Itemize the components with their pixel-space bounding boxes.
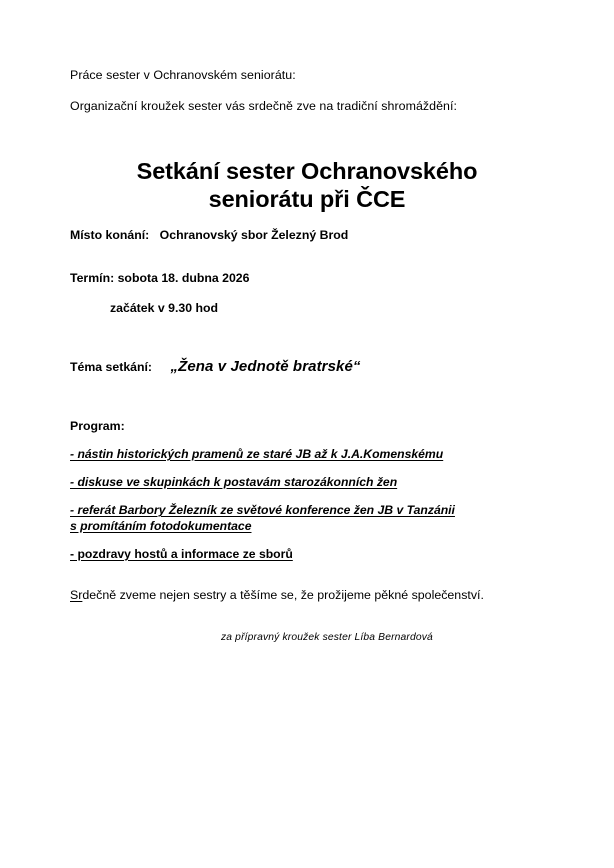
program-heading: Program: xyxy=(70,419,125,433)
program-item xyxy=(70,502,550,534)
intro-line-2: Organizační kroužek sester vás srdečně zve na tradiční shromáždění: xyxy=(70,99,457,113)
program-item-text: - pozdravy hostů a informace ze sborů xyxy=(70,547,293,561)
program-item-text: - referát Barbory Železník ze světové konference žen JB v Tanzánii xyxy=(70,503,455,517)
program-item xyxy=(70,546,550,562)
program-item xyxy=(70,474,550,490)
page-title-line-1: Setkání sester Ochranovského xyxy=(136,157,478,184)
signature-line: za přípravný kroužek sester Líba Bernardová xyxy=(221,632,433,643)
date-line: Termín: sobota 18. dubna 2026 xyxy=(70,271,250,285)
closing-line xyxy=(70,588,484,603)
program-item xyxy=(70,446,550,462)
theme-value: „Žena v Jednotě bratrské“ xyxy=(170,358,361,375)
intro-line-1: Práce sester v Ochranovském seniorátu: xyxy=(70,68,296,82)
closing-rest: dečně zveme nejen sestry a těšíme se, že prožijeme pěkné společenství. xyxy=(82,588,484,602)
page-title-line-2: seniorátu při ČCE xyxy=(208,186,406,213)
intro-block xyxy=(70,68,550,114)
theme-line xyxy=(70,358,361,376)
program-list xyxy=(70,446,550,574)
closing-underlined-prefix: Sr xyxy=(70,588,83,602)
program-item-text: - diskuse ve skupinkách k postavám starozákonních žen xyxy=(70,475,398,489)
time-line: začátek v 9.30 hod xyxy=(110,301,218,315)
venue-line xyxy=(70,228,348,242)
venue-label: Místo konání: xyxy=(70,228,150,242)
page-title xyxy=(57,157,557,214)
venue-value: Ochranovský sbor Železný Brod xyxy=(159,228,349,242)
program-item-text: - nástin historických pramenů ze staré JB až k J.A.Komenskému xyxy=(70,447,444,461)
program-item-continuation: s promítáním fotodokumentace xyxy=(70,519,252,533)
theme-label: Téma setkání: xyxy=(70,360,153,374)
